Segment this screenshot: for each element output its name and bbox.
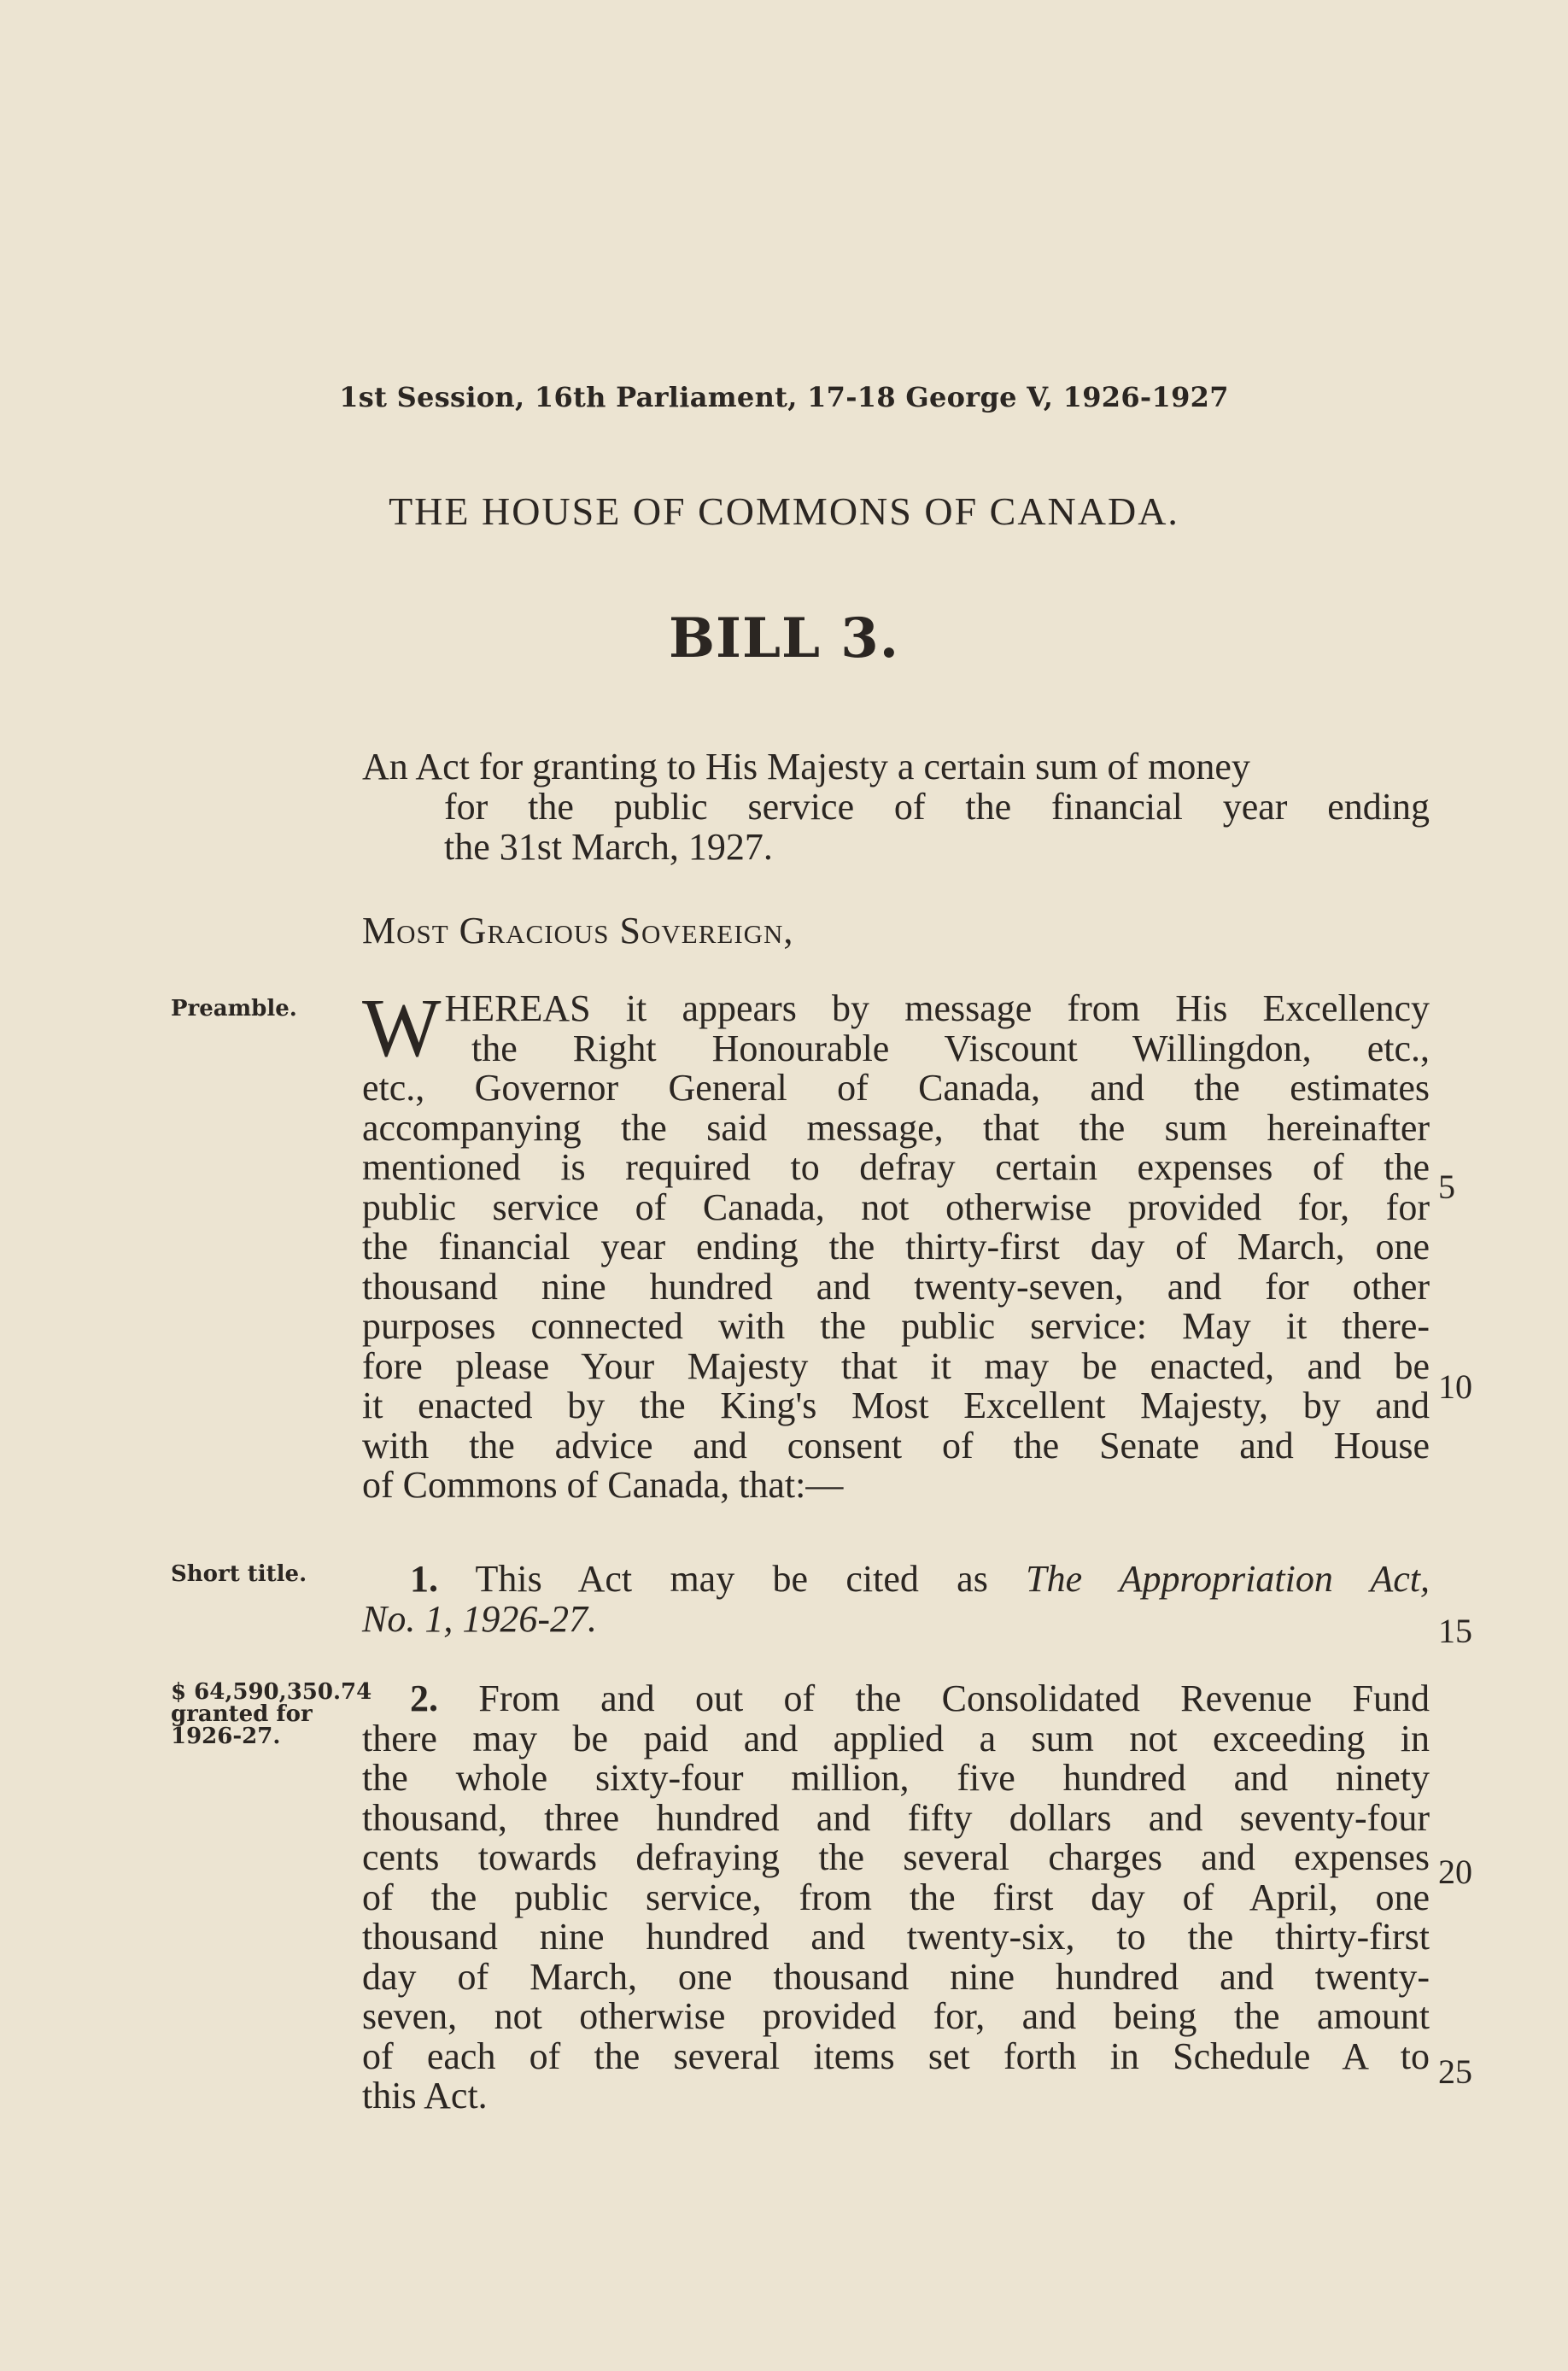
granted-label: granted for — [171, 1701, 313, 1727]
line-number: 5 — [1438, 1168, 1455, 1206]
preamble-line: accompanying the said message, that the sum hereinafter — [362, 1106, 1430, 1149]
preamble-line: the financial year ending the thirty-first day of March, one — [362, 1226, 1430, 1267]
margin-note-granted — [171, 1681, 372, 1748]
section-2-line: this Act. — [362, 2075, 488, 2116]
preamble-line: of Commons of Canada, that:— — [362, 1464, 844, 1506]
section-2-line: of the public service, from the first day of April, one — [362, 1876, 1430, 1918]
granted-year: 1926-27. — [171, 1724, 281, 1749]
section-2-text — [362, 1679, 1430, 2116]
section-1-line — [362, 1560, 1430, 1600]
section-2-line: thousand, three hundred and fifty dollars and seventy-four — [362, 1796, 1430, 1839]
section-2-line: day of March, one thousand nine hundred and twenty- — [362, 1955, 1430, 1998]
preamble-text — [362, 982, 1430, 1506]
title-line: for the public service of the financial year ending — [444, 786, 1430, 828]
preamble-line: thousand nine hundred and twenty-seven, and for other — [362, 1265, 1430, 1308]
section-1-text — [362, 1560, 1430, 1639]
section-2-line — [362, 1679, 1430, 1719]
line-number: 10 — [1438, 1367, 1472, 1406]
preamble-line: mentioned is required to defray certain expenses of the — [362, 1146, 1430, 1188]
section-2-number: 2. — [410, 1677, 438, 1719]
house-heading: THE HOUSE OF COMMONS OF CANADA. — [389, 489, 1179, 533]
margin-note-preamble: Preamble. — [171, 996, 297, 1022]
long-title — [362, 746, 1430, 867]
section-1-line — [362, 1597, 1430, 1640]
preamble-line: etc., Governor General of Canada, and the estimates — [362, 1067, 1430, 1109]
margin-note-short-title: Short title. — [171, 1561, 307, 1587]
section-2-line: seven, not otherwise provided for, and being the amount — [362, 1995, 1430, 2037]
drop-cap: W — [362, 982, 442, 1074]
section-1-number: 1. — [410, 1558, 438, 1600]
section-2-line: the whole sixty-four million, five hundred and ninety — [362, 1757, 1430, 1799]
preamble-line: fore please Your Majesty that it may be enacted, and be — [362, 1344, 1430, 1387]
preamble-line: the Right Honourable Viscount Willingdon, etc., — [471, 1027, 1430, 1069]
preamble-line: it enacted by the King's Most Excellent Majesty, by and — [362, 1385, 1430, 1426]
section-2-line: there may be paid and applied a sum not exceeding in — [362, 1717, 1430, 1759]
section-2-line: cents towards defraying the several charges and expenses — [362, 1836, 1430, 1878]
section-1-citation: The Appropriation Act, — [1026, 1558, 1430, 1600]
line-number: 20 — [1438, 1853, 1472, 1891]
line-number: 25 — [1438, 2052, 1472, 2091]
preamble-line: purposes connected with the public service: May it there- — [362, 1305, 1430, 1347]
granted-amount: $ 64,590,350.74 — [171, 1679, 372, 1705]
preamble-line: public service of Canada, not otherwise provided for, for — [362, 1186, 1430, 1228]
section-2-lead: From and out of the Consolidated Revenue Fund — [478, 1677, 1430, 1719]
title-line: the 31st March, 1927. — [444, 826, 773, 868]
address-line: Most Gracious Sovereign, — [362, 910, 794, 951]
section-1-lead: This Act may be cited as — [475, 1558, 988, 1600]
bill-number: BILL 3. — [668, 606, 900, 670]
session-heading: 1st Session, 16th Parliament, 17-18 George V, 1926-1927 — [339, 381, 1229, 413]
preamble-line: with the advice and consent of the Senate and House — [362, 1424, 1430, 1467]
section-2-line: of each of the several items set forth in Schedule A to — [362, 2034, 1430, 2077]
title-line: An Act for granting to His Majesty a certain sum of money — [362, 746, 1250, 787]
section-1-citation-cont: No. 1, 1926-27. — [362, 1597, 597, 1640]
line-number: 15 — [1438, 1612, 1472, 1650]
section-2-line: thousand nine hundred and twenty-six, to the thirty-first — [362, 1916, 1430, 1958]
preamble-line: HEREAS it appears by message from His Excellency — [444, 987, 1430, 1029]
